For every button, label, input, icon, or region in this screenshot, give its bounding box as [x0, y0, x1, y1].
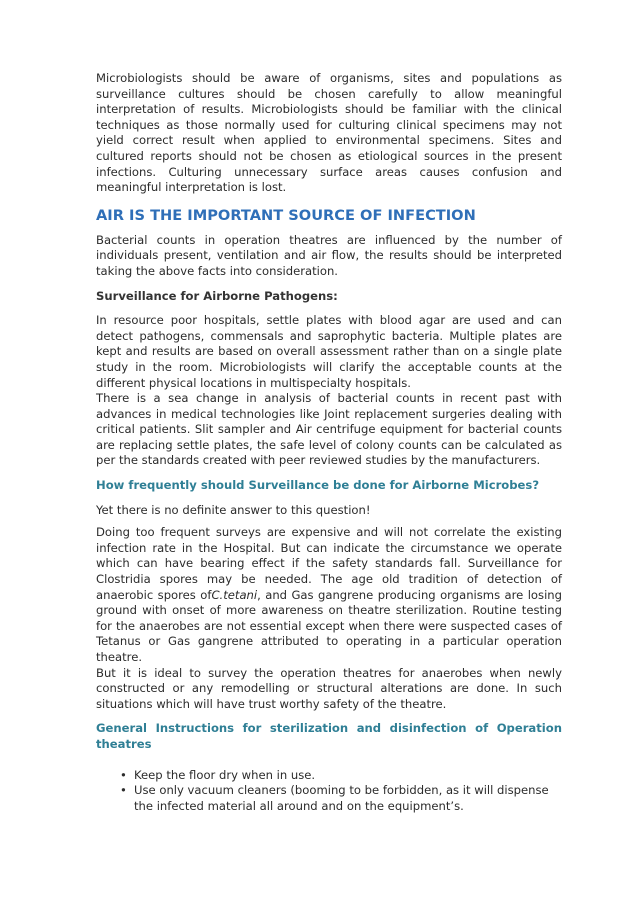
resource-poor-paragraph: In resource poor hospitals, settle plates with blood agar are used and can detect pathogens, commensals and saprophytic bacteria. Multiple plates are kept and results are based on overall assessment rather than on a single plate study in the room. Microbiologists will clarify the acceptable counts at the different physical locations in multispecialty hospitals.	[96, 313, 562, 390]
no-answer-paragraph: Yet there is no definite answer to this question!	[96, 502, 371, 517]
section-heading-air: AIR IS THE IMPORTANT SOURCE OF INFECTION	[96, 206, 476, 224]
c-tetani-italic: C.tetani	[211, 587, 258, 602]
frequent-surveys-paragraph	[96, 525, 562, 665]
frequency-subheading: How frequently should Surveillance be done for Airborne Microbes?	[96, 478, 540, 493]
bullet-icon: •	[120, 783, 127, 798]
list-item-text: Keep the floor dry when in use.	[134, 767, 316, 782]
airborne-pathogens-subheading: Surveillance for Airborne Pathogens:	[96, 288, 338, 303]
frequent-surveys-text-end: , and Gas gangrene producing organisms are losing ground with onset of more awareness on theatre sterilization. Routine testing for the anaerobes are not essential except when there were suspected cases of Tetanus or Gas gangrene attributed to operating in a particular operation theatre.	[96, 587, 562, 664]
general-instructions-subheading: General Instructions for sterilization and disinfection of Operation theatres	[96, 721, 562, 751]
ideal-survey-paragraph: But it is ideal to survey the operation theatres for anaerobes when newly constructed or any remodelling or structural alterations are done. In such situations which will have trust worthy safety of the theatre.	[96, 665, 562, 711]
frequent-surveys-text-start: Doing too frequent surveys are expensive and will not correlate the existing infection rate in the Hospital. But can indicate the circumstance we operate which can have bearing effect if the safety standards fall. Surveillance for Clostridia spores may be needed. The age old tradition of detection of anaerobic spores of	[96, 525, 562, 602]
list-item	[120, 783, 562, 814]
list-item	[120, 768, 562, 784]
list-item-text: Use only vacuum cleaners (booming to be forbidden, as it will dispense the infected material all around and on the equipment’s.	[134, 783, 549, 813]
document-page	[96, 71, 562, 814]
instructions-list	[96, 768, 562, 815]
bacterial-counts-paragraph: Bacterial counts in operation theatres are influenced by the number of individuals present, ventilation and air flow, the results should be interpreted taking the above facts into consideration.	[96, 232, 562, 278]
sea-change-paragraph: There is a sea change in analysis of bacterial counts in recent past with advances in medical technologies like Joint replacement surgeries dealing with critical patients. Slit sampler and Air centrifuge equipment for bacterial counts are replacing settle plates, the safe level of colony counts can be calculated as per the standards created with peer reviewed studies by the manufacturers.	[96, 391, 562, 468]
bullet-icon: •	[120, 767, 127, 782]
intro-paragraph: Microbiologists should be aware of organisms, sites and populations as surveillance cultures should be chosen carefully to allow meaningful interpretation of results. Microbiologists should be familiar with the clinical techniques as those normally used for culturing clinical specimens may not yield correct result when applied to environmental specimens. Sites and cultured reports should not be chosen as etiological sources in the present infections. Culturing unnecessary surface areas causes confusion and meaningful interpretation is lost.	[96, 71, 562, 195]
